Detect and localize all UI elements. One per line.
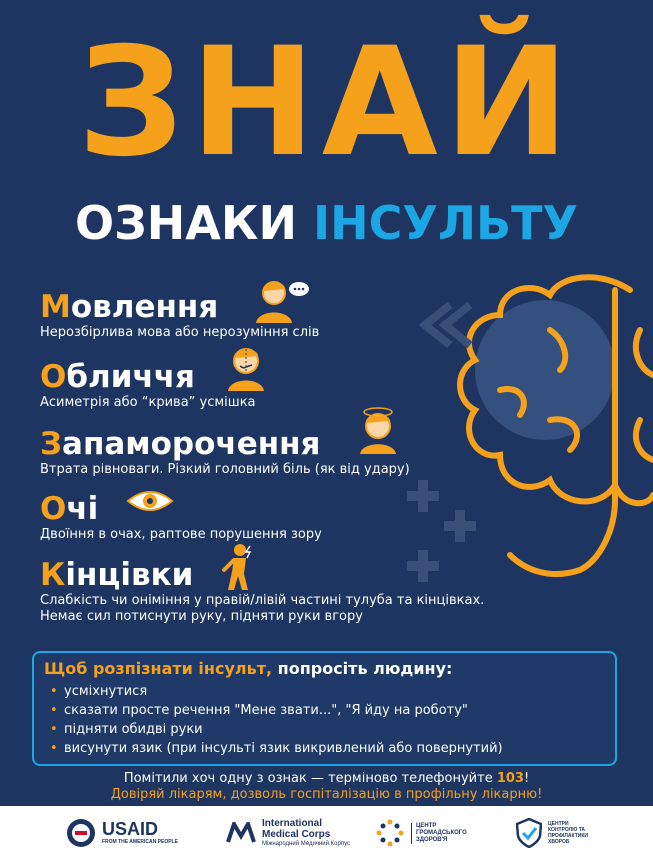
symptom-desc: Втрата рівноваги. Різкий головний біль (як від удару) [40,462,410,477]
cdc-name-4: ХВОРОБ [548,839,570,845]
symptom-word: апаморочення [62,426,321,462]
phc-name-1: ЦЕНТР [416,822,437,829]
dizzy-person-icon [356,404,400,454]
heading-orange: Щоб розпізнати інсульт, [44,659,273,678]
poster-subtitle [0,195,653,251]
symptom-word: бличчя [66,359,195,395]
recognition-list [44,682,605,758]
subtitle-part2: ІНСУЛЬТУ [313,196,578,250]
symptom-desc: Слабкість чи оніміння у правій/лівій частині тулуба та кінцівках. [40,593,485,608]
symptom-word: чі [66,491,99,527]
imc-ua-name: Міжнародний Медичний Корпус [262,841,351,847]
phc-name-2: ГРОМАДСЬКОГО [416,829,467,836]
symptom-letter: М [40,289,71,325]
sponsor-footer [0,806,653,859]
list-item: • висунути язик (при інсульті язик викривлений або повернутий) [64,739,605,758]
imc-emblem-icon [226,822,256,844]
imc-name-2: Medical Corps [262,829,331,840]
shield-icon [516,818,542,848]
symptom-letter: К [40,557,66,593]
symptom-word: інцівки [65,557,194,593]
call-end: ! [523,771,530,786]
symptom-desc-2: Немає сил потиснути руку, підняти руки вгору [40,609,363,624]
symptom-word: овлення [70,289,219,325]
symptom-desc: Асиметрія або “крива” усмішка [40,395,256,410]
imc-logo [226,814,350,852]
symptom-letter: З [40,426,63,462]
symptom-eyes [40,491,322,543]
speaking-person-icon [254,275,310,323]
cdc-ua-logo [516,814,588,852]
trust-line: Довіряй лікарям, дозволь госпіталізацію в профільну лікарню! [110,787,543,802]
usaid-name: USAID [102,819,159,839]
symptom-letter: О [40,359,67,395]
symptom-dizziness [40,426,410,478]
imc-name-1: International [262,818,323,829]
cdc-name-3: ПРОФІЛАКТИКИ [548,833,588,839]
usaid-seal-icon [66,818,96,848]
list-item: • підняти обидві руки [64,720,605,739]
heading-white: попросіть людину: [272,659,453,678]
eye-icon [126,488,174,514]
list-item: • усміхнутися [64,682,605,701]
phc-name-3: ЗДОРОВ'Я [416,836,448,843]
usaid-tagline: FROM THE AMERICAN PEOPLE [102,839,178,845]
phc-logo [375,814,467,852]
symptom-desc: Нерозбірлива мова або нерозуміння слів [40,325,320,340]
list-item: • сказати просте речення "Мене звати...", "Я йду на роботу" [64,701,605,720]
recognition-box [32,651,617,766]
symptom-limbs [40,557,484,625]
call-text: Помітили хоч одну з ознак — терміново телефонуйте [123,771,497,786]
recognition-heading [44,658,605,680]
usaid-logo [66,814,178,852]
phc-emblem-icon [375,818,405,848]
asymmetric-face-icon [226,343,266,391]
brain-illustration [400,270,653,600]
symptom-desc: Двоїння в очах, раптове порушення зору [40,527,322,542]
call-line [0,771,653,787]
poster-title: ЗНАЙ [77,16,576,190]
emergency-number: 103 [496,771,524,786]
symptom-face [40,359,256,411]
cdc-name-1: ЦЕНТРИ [548,821,569,827]
subtitle-part1: ОЗНАКИ [75,196,297,250]
symptom-letter: О [40,491,67,527]
weak-limb-person-icon [220,542,256,592]
cdc-name-2: КОНТРОЛЮ ТА [548,827,586,833]
